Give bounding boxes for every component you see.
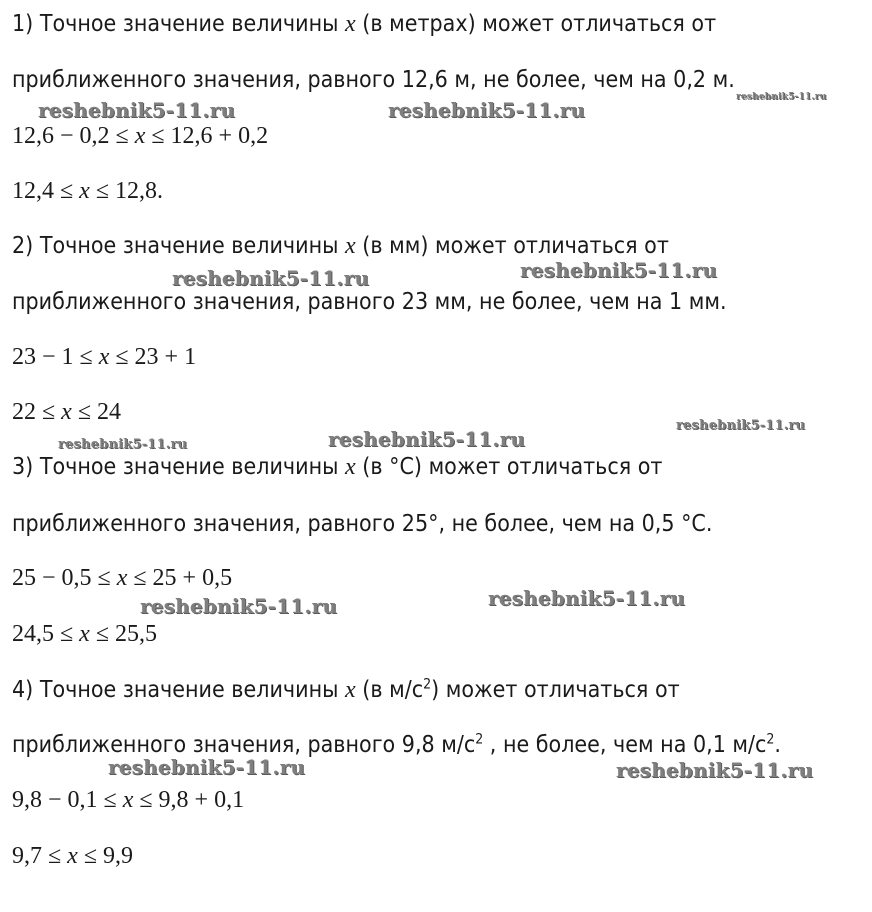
item-2-line-2: приближенного значения, равного 23 мм, не более, чем на 1 мм. bbox=[12, 289, 727, 315]
item-4-inequality-2: 9,7 ≤ x ≤ 9,9 bbox=[12, 843, 133, 869]
item-1-line-2: приближенного значения, равного 12,6 м, не более, чем на 0,2 м. bbox=[12, 67, 735, 93]
watermark: reshebnik5-11.ru bbox=[520, 258, 718, 282]
item-1-inequality-1: 12,6 − 0,2 ≤ x ≤ 12,6 + 0,2 bbox=[12, 123, 269, 149]
item-3-line-2: приближенного значения, равного 25°, не более, чем на 0,5 °C. bbox=[12, 511, 713, 537]
item-2-inequality-1: 23 − 1 ≤ x ≤ 23 + 1 bbox=[12, 344, 197, 370]
watermark: reshebnik5-11.ru bbox=[616, 758, 814, 782]
item-2-line-1: 2) Точное значение величины x (в мм) может отличаться от bbox=[12, 233, 669, 259]
watermark: reshebnik5-11.ru bbox=[58, 437, 188, 452]
item-4-line-1: 4) Точное значение величины x (в $м/с^2$) может отличаться от bbox=[12, 676, 680, 703]
watermark: reshebnik5-11.ru bbox=[676, 418, 806, 433]
watermark: reshebnik5-11.ru bbox=[488, 586, 686, 610]
item-4-line-2: приближенного значения, равного 9,8 $м/с^2$ , не более, чем на 0,1 $м/с^2$. bbox=[12, 731, 781, 758]
watermark: reshebnik5-11.ru bbox=[388, 98, 586, 122]
watermark: reshebnik5-11.ru bbox=[38, 98, 236, 122]
watermark: reshebnik5-11.ru bbox=[328, 427, 526, 451]
item-2-inequality-2: 22 ≤ x ≤ 24 bbox=[12, 399, 121, 425]
item-3-inequality-2: 24,5 ≤ x ≤ 25,5 bbox=[12, 621, 157, 647]
watermark: reshebnik5-11.ru bbox=[172, 266, 370, 290]
item-1-inequality-2: 12,4 ≤ x ≤ 12,8. bbox=[12, 178, 163, 204]
item-3-line-1: 3) Точное значение величины x (в °C) может отличаться от bbox=[12, 454, 663, 480]
item-3-inequality-1: 25 − 0,5 ≤ x ≤ 25 + 0,5 bbox=[12, 565, 233, 591]
item-4-inequality-1: 9,8 − 0,1 ≤ x ≤ 9,8 + 0,1 bbox=[12, 787, 245, 813]
watermark: reshebnik5-11.ru bbox=[108, 755, 306, 779]
watermark: reshebnik5-11.ru bbox=[140, 594, 338, 618]
watermark: reshebnik5-11.ru bbox=[736, 92, 827, 102]
item-1-line-1: 1) Точное значение величины x (в метрах) может отличаться от bbox=[12, 11, 717, 37]
